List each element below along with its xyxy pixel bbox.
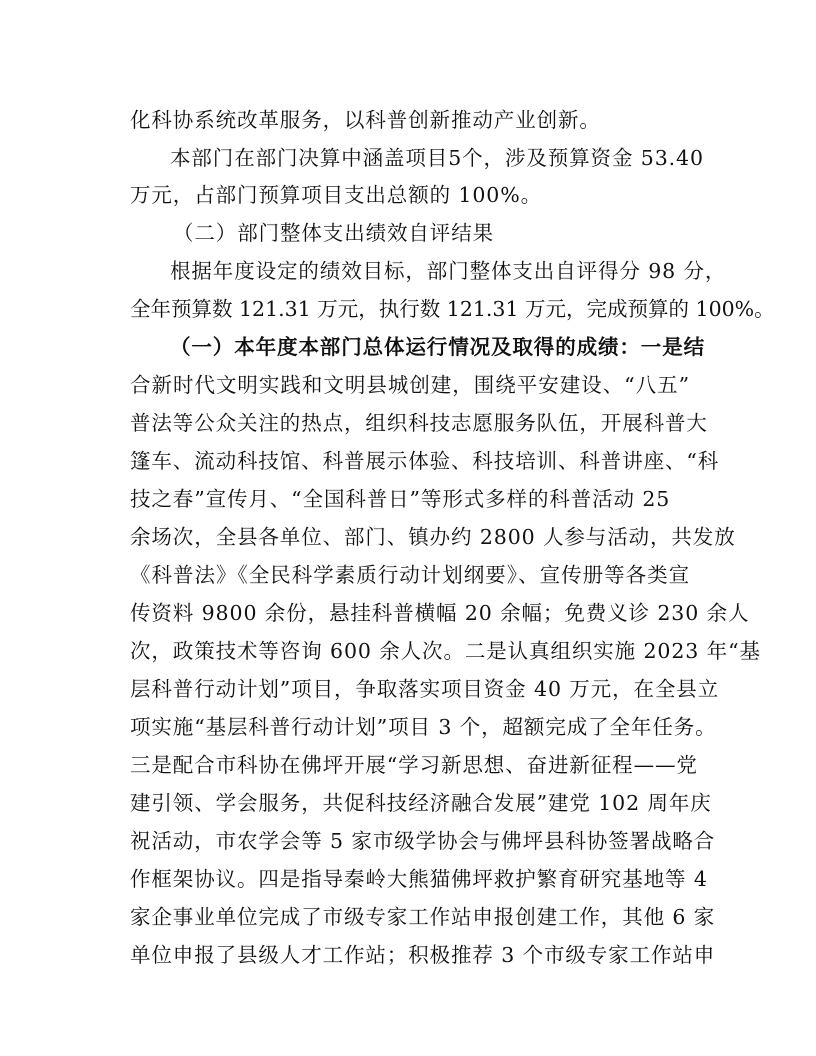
- text-line: 建引领、学会服务，共促科技经济融合发展”建党 102 周年庆: [130, 791, 712, 815]
- text-line: 单位申报了县级人才工作站；积极推荐 3 个市级专家工作站申: [130, 943, 716, 967]
- text-line: 全年预算数 121.31 万元，执行数 121.31 万元，完成预算的 100%。: [130, 297, 775, 321]
- text-line: 万元，占部门预算项目支出总额的 100%。: [130, 183, 543, 207]
- text-line: 《科普法》《全民科学素质行动计划纲要》、宣传册等各类宣: [130, 563, 690, 587]
- text-line: 化科协系统改革服务，以科普创新推动产业创新。: [130, 108, 601, 132]
- text-line: 技之春”宣传月、“全国科普日”等形式多样的科普活动 25: [130, 487, 671, 511]
- text-line: 家企事业单位完成了市级专家工作站申报创建工作，其他 6 家: [130, 905, 716, 929]
- section-heading: （二）部门整体支出绩效自评结果: [173, 221, 494, 245]
- text-line: 普法等公众关注的热点，组织科技志愿服务队伍，开展科普大: [130, 411, 708, 435]
- text-line: 项实施“基层科普行动计划”项目 3 个，超额完成了全年任务。: [130, 715, 717, 739]
- text-line: 合新时代文明实践和文明县城创建，围绕平安建设、“八五”: [130, 373, 690, 397]
- text-line: 作框架协议。四是指导秦岭大熊猫佛坪救护繁育研究基地等 4: [130, 867, 708, 891]
- text-line: 篷车、流动科技馆、科普展示体验、科技培训、科普讲座、“科: [130, 449, 720, 473]
- text-line: （一）本年度本部门总体运行情况及取得的成绩：一是结: [170, 335, 705, 359]
- text-line: 余场次，全县各单位、部门、镇办约 2800 人参与活动，共发放: [130, 525, 736, 549]
- text-line: 根据年度设定的绩效目标，部门整体支出自评得分 98 分，: [170, 259, 727, 283]
- text-line: 层科普行动计划”项目，争取落实项目资金 40 万元，在全县立: [130, 677, 720, 701]
- text-line: 次，政策技术等咨询 600 余人次。二是认真组织实施 2023 年“基: [130, 639, 761, 663]
- text-line: 三是配合市科协在佛坪开展“学习新思想、奋进新征程——党: [130, 753, 698, 777]
- text-line: 祝活动，市农学会等 5 家市级学协会与佛坪县科协签署战略合: [130, 829, 716, 853]
- text-line: 传资料 9800 余份，悬挂科普横幅 20 余幅；免费义诊 230 余人: [130, 601, 750, 625]
- text-line: 本部门在部门决算中涵盖项目5个，涉及预算资金 53.40: [170, 146, 704, 170]
